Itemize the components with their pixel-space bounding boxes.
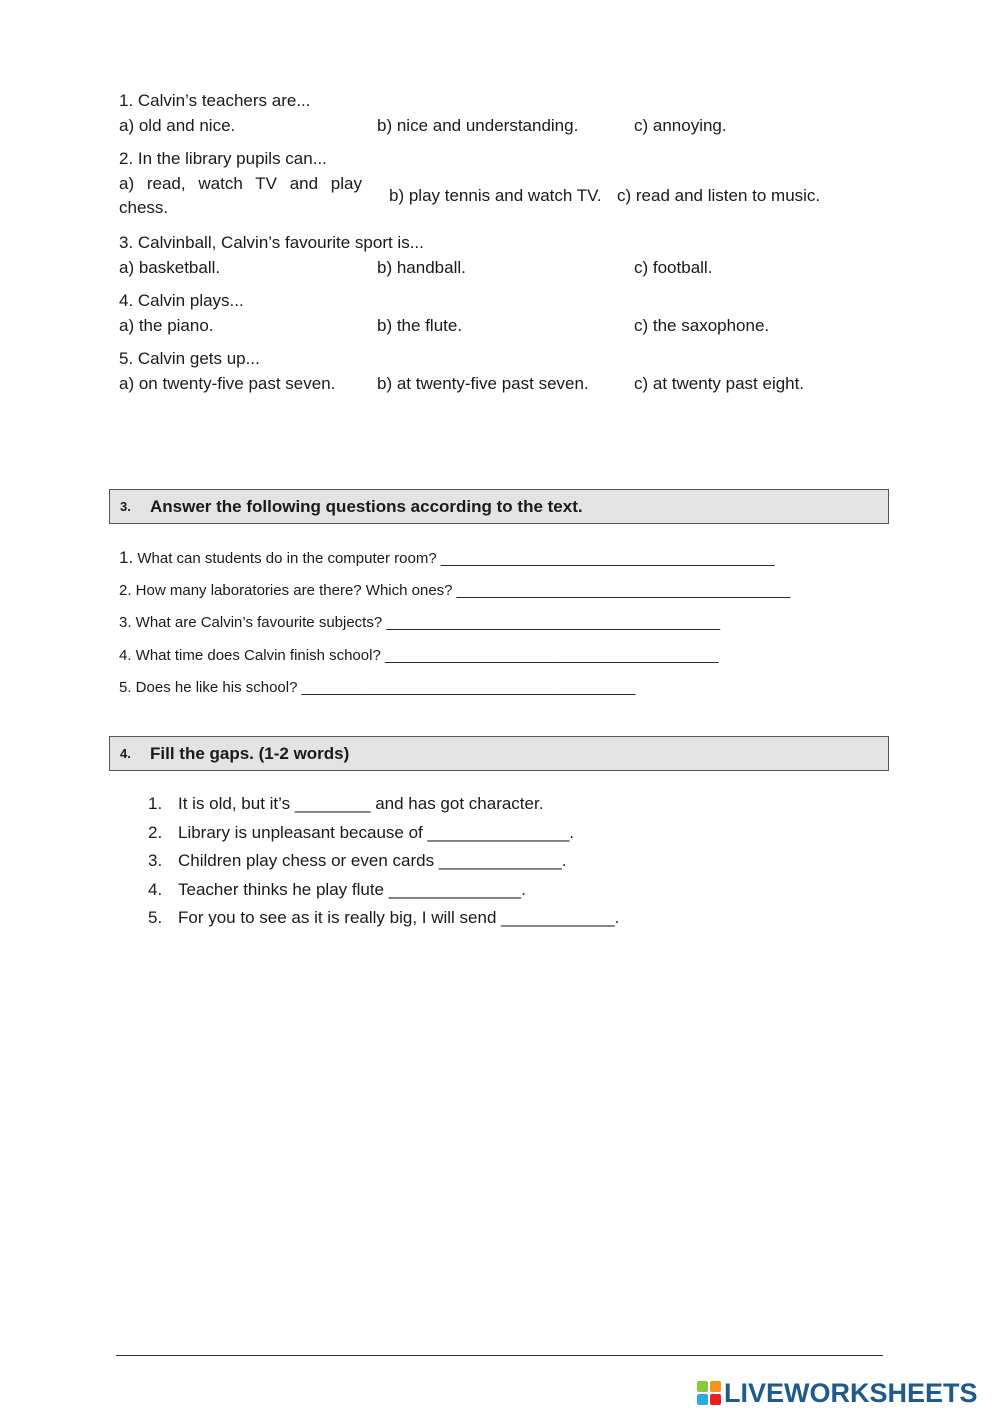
mc-option-5c: c) at twenty past eight. bbox=[634, 374, 805, 393]
open-question-3[interactable]: 3. What are Calvin’s favourite subjects? ________________________________________ bbox=[119, 614, 721, 631]
mc-question-3: 3. Calvinball, Calvin’s favourite sport is... bbox=[119, 233, 424, 252]
mc-option-2a: a) read, watch TV and play chess. bbox=[119, 174, 362, 217]
gap-item-5[interactable]: 5. For you to see as it is really big, I will send ____________. bbox=[148, 908, 620, 927]
section-3-number: 3. bbox=[120, 499, 131, 514]
mc-option-4a: a) the piano. bbox=[119, 316, 214, 335]
logo-square-4 bbox=[710, 1394, 721, 1405]
mc-options-5 bbox=[119, 372, 879, 396]
gap-item-4[interactable]: 4. Teacher thinks he play flute ______________. bbox=[148, 879, 526, 899]
mc-option-3a: a) basketball. bbox=[119, 258, 221, 277]
open-question-2[interactable]: 2. How many laboratories are there? Which ones? ________________________________________ bbox=[119, 581, 791, 599]
open-question-5[interactable]: 5. Does he like his school? ________________________________________ bbox=[119, 679, 636, 696]
mc-question-4: 4. Calvin plays... bbox=[119, 291, 244, 310]
mc-option-5b: b) at twenty-five past seven. bbox=[377, 374, 589, 393]
mc-option-2b: b) play tennis and watch TV. bbox=[389, 186, 602, 205]
logo-square-2 bbox=[710, 1381, 721, 1392]
mc-option-1c: c) annoying. bbox=[634, 116, 727, 135]
mc-question-5: 5. Calvin gets up... bbox=[119, 349, 260, 368]
mc-option-4c: c) the saxophone. bbox=[634, 316, 770, 335]
section-4-header bbox=[109, 736, 889, 771]
mc-question-1: 1. Calvin’s teachers are... bbox=[119, 91, 311, 110]
logo-square-3 bbox=[697, 1394, 708, 1405]
section-4-title: Fill the gaps. (1-2 words) bbox=[150, 743, 350, 763]
section-4-number: 4. bbox=[120, 746, 131, 761]
open-question-1[interactable]: 1. What can students do in the computer room? ________________________________________ bbox=[119, 548, 775, 567]
mc-option-1a: a) old and nice. bbox=[119, 116, 236, 135]
logo-text: LIVEWORKSHEETS bbox=[724, 1378, 978, 1408]
mc-option-2c: c) read and listen to music. bbox=[617, 186, 821, 205]
liveworksheets-logo bbox=[697, 1378, 978, 1408]
section-4-gap-fill bbox=[148, 790, 619, 933]
logo-square-1 bbox=[697, 1381, 708, 1392]
gap-item-1[interactable]: 1. It is old, but it’s ________ and has got character. bbox=[148, 794, 544, 813]
section-3-header bbox=[109, 489, 889, 524]
mc-options-3 bbox=[119, 256, 879, 280]
gap-item-2[interactable]: 2. Library is unpleasant because of _______________. bbox=[148, 822, 575, 842]
gap-item-3[interactable]: 3. Children play chess or even cards _____________. bbox=[148, 851, 567, 870]
section-3-questions bbox=[119, 545, 790, 708]
multiple-choice-section bbox=[119, 88, 879, 404]
footer-divider bbox=[116, 1355, 883, 1356]
mc-option-1b: b) nice and understanding. bbox=[377, 116, 579, 135]
logo-grid-icon bbox=[697, 1381, 721, 1405]
mc-option-3c: c) football. bbox=[634, 258, 713, 277]
mc-options-1 bbox=[119, 114, 879, 138]
mc-option-4b: b) the flute. bbox=[377, 316, 463, 335]
mc-options-2 bbox=[119, 172, 879, 220]
open-question-4[interactable]: 4. What time does Calvin finish school? ________________________________________ bbox=[119, 646, 719, 664]
section-3-title: Answer the following questions according to the text. bbox=[150, 496, 583, 516]
mc-option-3b: b) handball. bbox=[377, 258, 466, 277]
mc-options-4 bbox=[119, 314, 879, 338]
mc-question-2: 2. In the library pupils can... bbox=[119, 149, 327, 168]
mc-option-5a: a) on twenty-five past seven. bbox=[119, 374, 336, 393]
